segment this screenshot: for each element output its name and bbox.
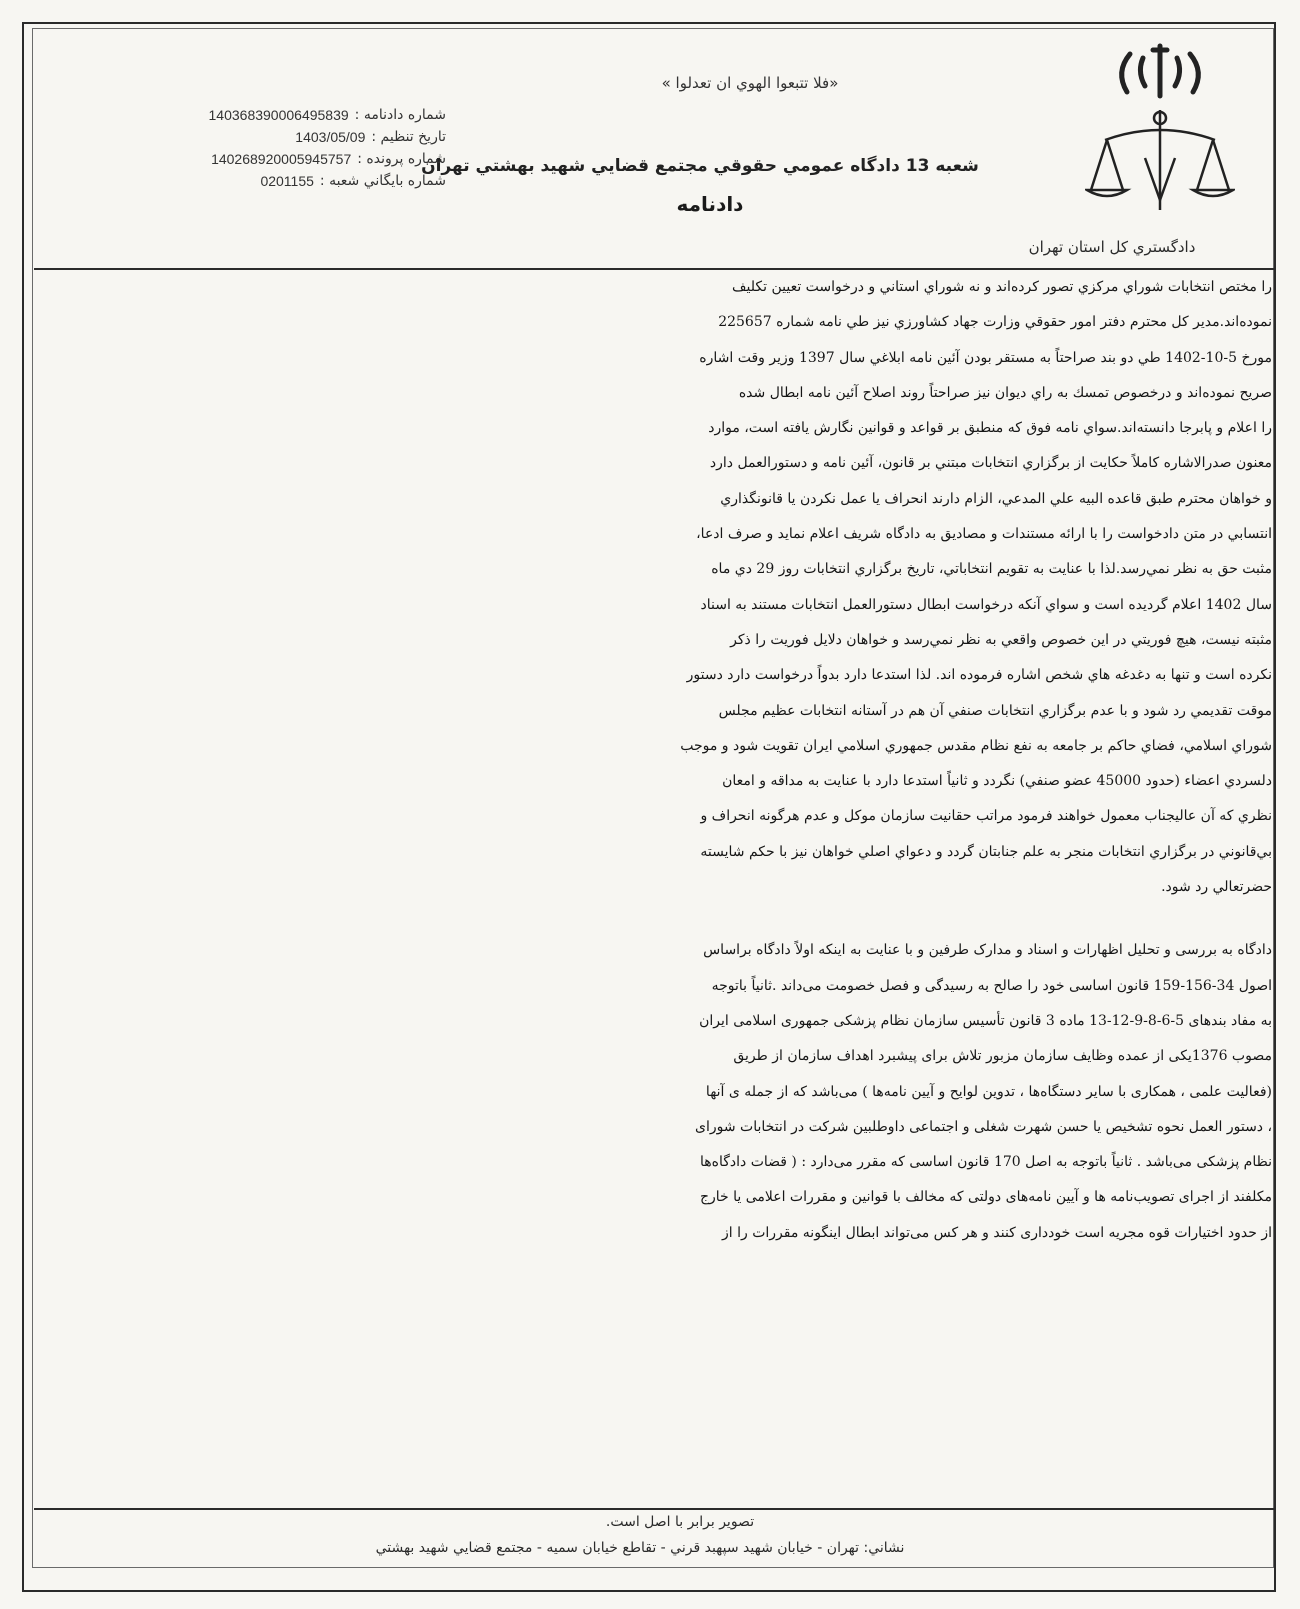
text-line: مکلفند از اجرای تصویب‌نامه ها و آیین نامه‌های دولتی که مخالف با قوانین و مقررات اعلامی یا خارج [699, 1189, 1272, 1206]
text-line: از حدود اختیارات قوه مجریه است خودداری کنند و هر کس می‌تواند ابطال اینگونه مقررات را از [722, 1224, 1272, 1241]
case-metadata [106, 104, 446, 192]
paragraph-1 [40, 270, 1272, 905]
meta-label: شماره پرونده : [357, 151, 446, 167]
meta-label: شماره دادنامه : [354, 107, 446, 123]
text-line: ، دستور العمل نحوه تشخیص یا حسن شهرت شغلی و اجتماعی داوطلبین شرکت در انتخابات شورای [695, 1118, 1272, 1135]
meta-row [106, 126, 446, 148]
text-line: نظري كه آن عاليجناب معمول خواهند فرمود مراتب حقانيت سازمان موكل و عدم هرگونه انحراف و [700, 808, 1272, 825]
document-body [40, 270, 1272, 1251]
text-line: (فعالیت علمی ، همکاری با سایر دستگاه‌ها ، تدوین لوایح و آیین نامه‌ها ) می‌باشد که از جمله ی آنها [705, 1083, 1272, 1100]
certification-note: تصوير برابر با اصل است. [605, 1514, 755, 1530]
paragraph-2 [40, 933, 1272, 1251]
text-line: بي‌قانوني در برگزاري انتخابات منجر به علم جنابتان گردد و دعواي اصلي خواهان نيز با حكم شايسته [700, 843, 1272, 860]
footer-divider [34, 1508, 1274, 1510]
text-line: مثبته نيست، هيچ فوريتي در اين خصوص واقعي به نظر نمي‌رسد و خواهان دلايل فوريت را ذكر [730, 631, 1272, 648]
document-title: دادنامه [676, 192, 744, 216]
text-line: نكرده است و تنها به دغدغه هاي شخص اشاره فرموده اند. لذا استدعا دارد بدواً درخواست دارد دستور [686, 667, 1272, 684]
text-line: صريح نموده‌اند و درخصوص تمسك به راي ديوان نيز صراحتاً روند اصلاح آئين نامه ابطال شده [738, 384, 1272, 401]
court-title: شعبه 13 دادگاه عمومي حقوقي مجتمع قضايي شهيد بهشتي تهران [421, 156, 979, 176]
meta-row [106, 170, 446, 192]
meta-value: 140268920005945757 [211, 151, 352, 167]
meta-label: تاريخ تنظيم : [371, 129, 446, 145]
text-line: موقت تقديمي رد شود و با عدم برگزاري انتخابات صنفي آن هم در آستانه انتخابات عظيم مجلس [718, 702, 1272, 719]
text-line: مصوب 1376یکی از عمده وظایف سازمان مزبور تلاش برای پیشبرد اهداف سازمان از طریق [733, 1048, 1272, 1065]
court-address: نشاني: تهران - خيابان شهيد سپهبد قرني - تقاطع خيابان سميه - مجتمع قضايي شهيد بهشتي [375, 1540, 905, 1556]
text-line: را مختص انتخابات شوراي مركزي تصور كرده‌اند و نه شوراي استاني و درخواست تعيين تكليف [732, 279, 1272, 295]
text-line: اصول 34-156-159 قانون اساسی خود را صالح به رسیدگی و فصل خصومت می‌داند .ثانیاً باتوجه [711, 977, 1272, 994]
text-line: شوراي اسلامي، فضاي حاكم بر جامعه به نفع نظام مقدس جمهوري اسلامي ايران تقويت شود و موجب [680, 737, 1272, 754]
text-line: حضرتعالي رد شود. [1161, 879, 1272, 896]
text-line: و خواهان محترم طبق قاعده البيه علي المدعي، الزام دارند انحراف يا عمل نكردن يا قانونگذاري [720, 490, 1272, 507]
judiciary-emblem-icon [1085, 40, 1235, 240]
text-line: سال 1402 اعلام گرديده است و سواي آنكه درخواست ابطال دستورالعمل انتخابات مستند به اسناد [700, 596, 1272, 613]
header-quote: «فلا تتبعوا الهوي ان تعدلوا » [661, 74, 839, 92]
text-line: انتسابي در متن دادخواست را با ارائه مستندات و مصاديق به دادگاه شريف اعلام نمايد و صرف ادعا، [696, 526, 1272, 543]
meta-label: شماره بايگاني شعبه : [319, 173, 446, 189]
emblem-caption: دادگستري كل استان تهران [1028, 238, 1196, 256]
text-line: به مفاد بندهای 5-6-8-9-12-13 ماده 3 قانون تأسیس سازمان نظام پزشکی جمهوری اسلامی ایران [699, 1012, 1272, 1029]
text-line: دادگاه به بررسی و تحلیل اظهارات و اسناد و مدارک طرفین و با عنایت به اینکه اولاً دادگاه براساس [703, 942, 1272, 959]
text-line: مثبت حق به نظر نمي‌رسد.لذا با عنايت به تقويم انتخاباتي، تاريخ برگزاري انتخابات روز 29 دي ماه [711, 561, 1272, 578]
text-line: را اعلام و پابرجا دانسته‌اند.سواي نامه فوق كه منطبق بر قواعد و قوانين نگارش يافته است، موارد [708, 420, 1272, 437]
meta-value: 140368390006495839 [208, 107, 349, 123]
text-line: نظام پزشکی می‌باشد . ثانیاً باتوجه به اصل 170 قانون اساسی که مقرر می‌دارد : ( قضات دادگاه‌ها [699, 1154, 1272, 1171]
meta-value: 0201155 [260, 173, 314, 189]
meta-value: 1403/05/09 [295, 129, 366, 145]
text-line: مورخ 5-10-1402 طي دو بند صراحتاً به مستقر بودن آئين نامه ابلاغي سال 1397 وزير وقت اشاره [699, 349, 1272, 366]
text-line: دلسردي اعضاء (حدود 45000 عضو صنفي) نگردد و ثانياً استدعا دارد با عنايت به مداقه و امعان [722, 773, 1272, 790]
meta-row [106, 148, 446, 170]
meta-row [106, 104, 446, 126]
text-line: معنون صدرالاشاره كاملاً حكايت از برگزاري انتخابات مبتني بر قانون، آئين نامه و دستورالعمل دارد [709, 455, 1272, 472]
text-line: نموده‌اند.مدير كل محترم دفتر امور حقوقي وزارت جهاد كشاورزي نيز طي نامه شماره 225657 [718, 314, 1272, 331]
